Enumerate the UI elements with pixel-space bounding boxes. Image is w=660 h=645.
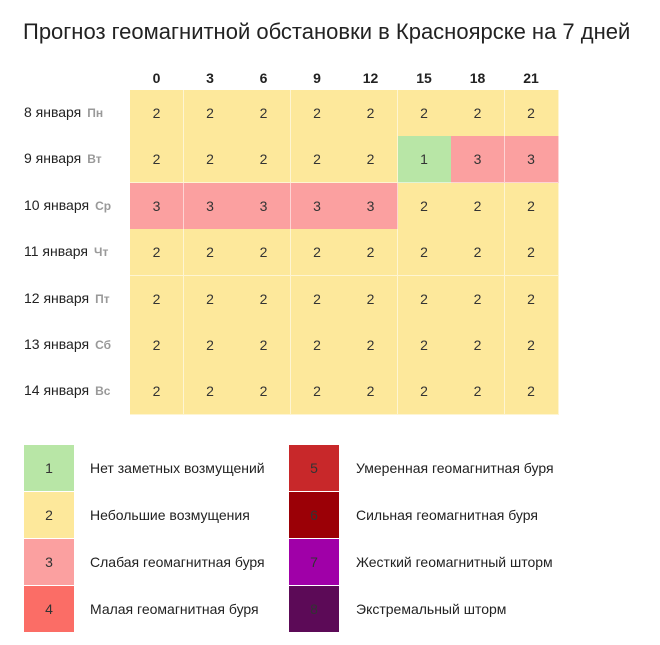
heatmap-cell: 2: [184, 276, 238, 323]
day-label: [24, 243, 129, 259]
legend-label: Жесткий геомагнитный шторм: [356, 554, 553, 570]
heatmap-cell: 2: [398, 322, 452, 369]
heatmap-cell: 2: [451, 183, 505, 230]
heatmap-cell: 2: [451, 90, 505, 137]
heatmap-cell: 2: [505, 229, 559, 276]
legend-label: Малая геомагнитная буря: [90, 601, 259, 617]
hour-label: 0: [152, 70, 161, 86]
heatmap-cell: 3: [505, 136, 559, 183]
heatmap-cell: 2: [398, 90, 452, 137]
legend-label: Слабая геомагнитная буря: [90, 554, 265, 570]
legend-label: Умеренная геомагнитная буря: [356, 460, 554, 476]
day-date: 14 января: [24, 382, 90, 399]
heatmap-cell: 2: [130, 322, 184, 369]
heatmap-cell: 3: [237, 183, 291, 230]
heatmap-cell: 2: [398, 276, 452, 323]
heatmap-cell: 2: [184, 90, 238, 137]
heatmap-cell: 3: [130, 183, 184, 230]
day-of-week: Чт: [94, 245, 109, 260]
hour-label: 12: [362, 70, 379, 86]
day-date: 10 января: [24, 196, 90, 213]
heatmap-cell: 2: [237, 90, 291, 137]
heatmap-cell: 2: [505, 276, 559, 323]
heatmap-cell: 2: [344, 229, 398, 276]
legend-swatch: 3: [24, 539, 74, 585]
heatmap-cell: 2: [505, 322, 559, 369]
heatmap-cell: 2: [398, 229, 452, 276]
heatmap-cell: 2: [398, 183, 452, 230]
heatmap-cell: 2: [451, 229, 505, 276]
heatmap-cell: 2: [451, 368, 505, 415]
day-date: 8 января: [24, 104, 82, 120]
day-of-week: Вт: [87, 152, 102, 167]
hour-label: 3: [206, 70, 214, 86]
heatmap-cell: 2: [130, 90, 184, 137]
heatmap-cell: 2: [291, 229, 345, 276]
heatmap-cell: 2: [130, 136, 184, 183]
heatmap-cell: 2: [291, 276, 345, 323]
day-label: [24, 197, 129, 213]
heatmap-cell: 2: [505, 183, 559, 230]
heatmap-cell: 2: [505, 90, 559, 137]
heatmap-cell: 3: [451, 136, 505, 183]
heatmap-cell: 3: [184, 183, 238, 230]
heatmap-cell: 2: [344, 322, 398, 369]
legend-label: Сильная геомагнитная буря: [356, 507, 538, 523]
heatmap-cell: 2: [237, 229, 291, 276]
hour-label: 18: [469, 70, 486, 86]
day-date: 9 января: [24, 150, 82, 167]
heatmap-cell: 2: [237, 368, 291, 415]
heatmap-cell: 3: [291, 183, 345, 230]
heatmap-cell: 2: [237, 322, 291, 369]
legend-label: Нет заметных возмущений: [90, 460, 265, 476]
heatmap-cell: 2: [237, 136, 291, 183]
day-label: [24, 382, 129, 398]
legend-label: Экстремальный шторм: [356, 601, 507, 617]
day-label: [24, 150, 129, 166]
heatmap-cell: 2: [291, 322, 345, 369]
day-label: [24, 104, 129, 120]
heatmap-cell: 2: [130, 276, 184, 323]
legend-swatch: 7: [289, 539, 339, 585]
heatmap-cell: 2: [184, 322, 238, 369]
heatmap-cell: 2: [398, 368, 452, 415]
heatmap-cell: 2: [291, 90, 345, 137]
day-of-week: Сб: [95, 338, 111, 352]
heatmap-cell: 2: [451, 276, 505, 323]
hour-label: 9: [313, 70, 321, 86]
day-label: [24, 290, 129, 306]
day-label: [24, 336, 129, 352]
heatmap-cell: 3: [344, 183, 398, 230]
heatmap-cell: 2: [130, 229, 184, 276]
heatmap-cell: 2: [237, 276, 291, 323]
legend-swatch: 1: [24, 445, 74, 491]
heatmap-cell: 2: [505, 368, 559, 415]
day-of-week: Вс: [95, 384, 111, 399]
legend-swatch: 5: [289, 445, 339, 491]
heatmap-cell: 2: [184, 229, 238, 276]
heatmap-cell: 2: [344, 368, 398, 415]
legend-swatch: 2: [24, 492, 74, 538]
day-date: 11 января: [24, 243, 89, 260]
heatmap-cell: 2: [184, 368, 238, 415]
day-of-week: Пт: [95, 291, 110, 306]
page-title: Прогноз геомагнитной обстановки в Красноярске на 7 дней: [23, 19, 631, 44]
heatmap-cell: 2: [184, 136, 238, 183]
legend-swatch: 8: [289, 586, 339, 632]
heatmap-cell: 2: [344, 136, 398, 183]
day-of-week: Ср: [95, 198, 112, 213]
hour-label: 6: [259, 70, 268, 86]
day-date: 12 января: [24, 289, 90, 306]
heatmap-cell: 2: [291, 368, 345, 415]
legend-label: Небольшие возмущения: [90, 507, 250, 523]
heatmap-cell: 2: [291, 136, 345, 183]
legend-swatch: 4: [24, 586, 74, 632]
heatmap-cell: 2: [344, 90, 398, 137]
heatmap-cell: 2: [130, 368, 184, 415]
day-date: 13 января: [24, 336, 90, 352]
hour-label: 15: [416, 70, 432, 86]
legend-swatch: 6: [289, 492, 339, 538]
hour-label: 21: [523, 70, 539, 86]
heatmap-cell: 2: [344, 276, 398, 323]
heatmap-cell: 1: [398, 136, 452, 183]
heatmap-cell: 2: [451, 322, 505, 369]
day-of-week: Пн: [87, 106, 104, 120]
